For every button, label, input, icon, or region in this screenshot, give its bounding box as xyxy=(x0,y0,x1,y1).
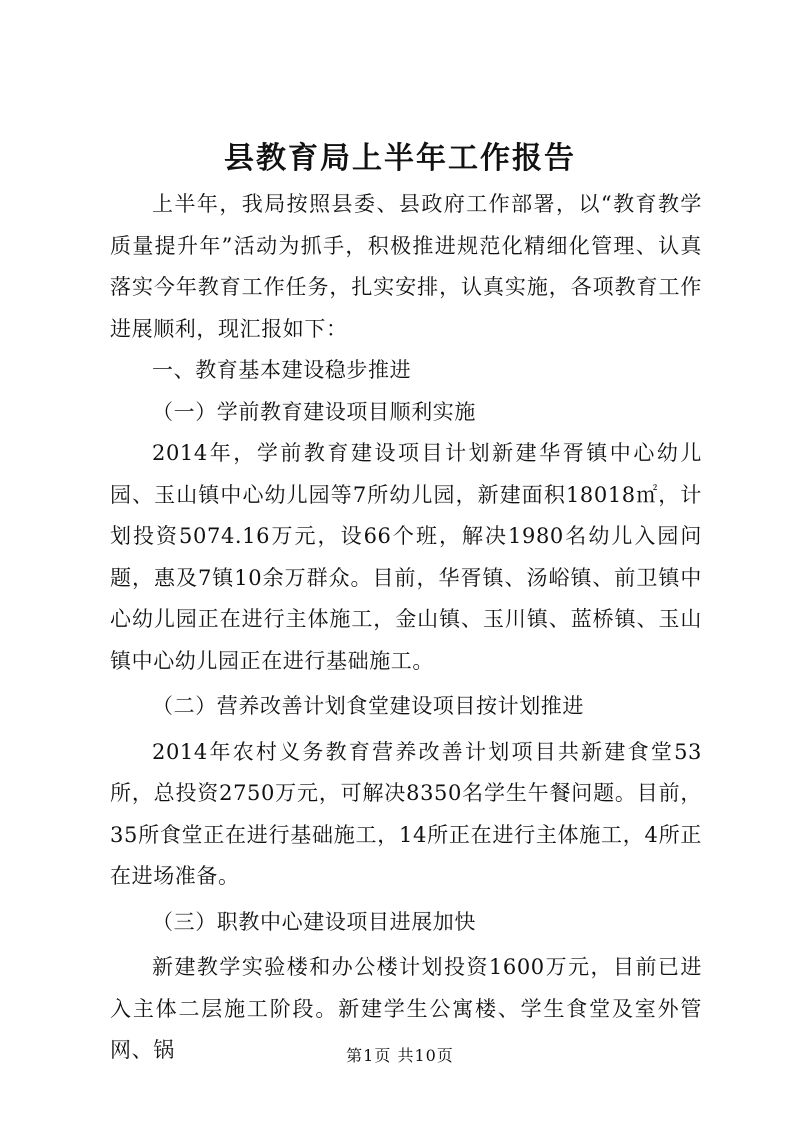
subsection-heading-2: （二）营养改善计划食堂建设项目按计划推进 xyxy=(152,694,584,718)
subsection-heading-3: （三）职教中心建设项目进展加快 xyxy=(152,909,476,934)
paragraph-preschool: 2014年，学前教育建设项目计划新建华胥镇中心幼儿园、玉山镇中心幼儿园等7所幼儿园，新建面积18018㎡，计划投资5074.16万元，设66个班，解决1980名幼儿入园问题，惠及7镇10余万群众。目前，华胥镇、汤峪镇、前卫镇中心幼儿园正在进行主体施工，金山镇、玉川镇、蓝桥镇、玉山镇中心幼儿园正在进行基础施工。 xyxy=(110,441,702,673)
document-body xyxy=(110,184,702,1072)
paragraph-canteen: 2014年农村义务教育营养改善计划项目共新建食堂53所，总投资2750万元，可解决8350名学生午餐问题。目前，35所食堂正在进行基础施工，14所正在进行主体施工，4所正在进场准备。 xyxy=(110,739,702,888)
paragraph-intro: 上半年，我局按照县委、县政府工作部署，以“教育教学质量提升年”活动为抓手，积极推进规范化精细化管理、认真落实今年教育工作任务，扎实安排，认真实施，各项教育工作进展顺利，现汇报如下： xyxy=(110,192,702,341)
paragraph-vocational: 新建教学实验楼和办公楼计划投资1600万元，目前已进入主体二层施工阶段。新建学生公寓楼、学生食堂及室外管网、锅 xyxy=(110,955,702,1062)
page-number: 第1页 共10页 xyxy=(346,1046,454,1065)
document-title: 县教育局上半年工作报告 xyxy=(224,141,576,176)
subsection-heading-1: （一）学前教育建设项目顺利实施 xyxy=(152,399,476,424)
section-heading-1: 一、教育基本建设稳步推进 xyxy=(152,358,412,382)
